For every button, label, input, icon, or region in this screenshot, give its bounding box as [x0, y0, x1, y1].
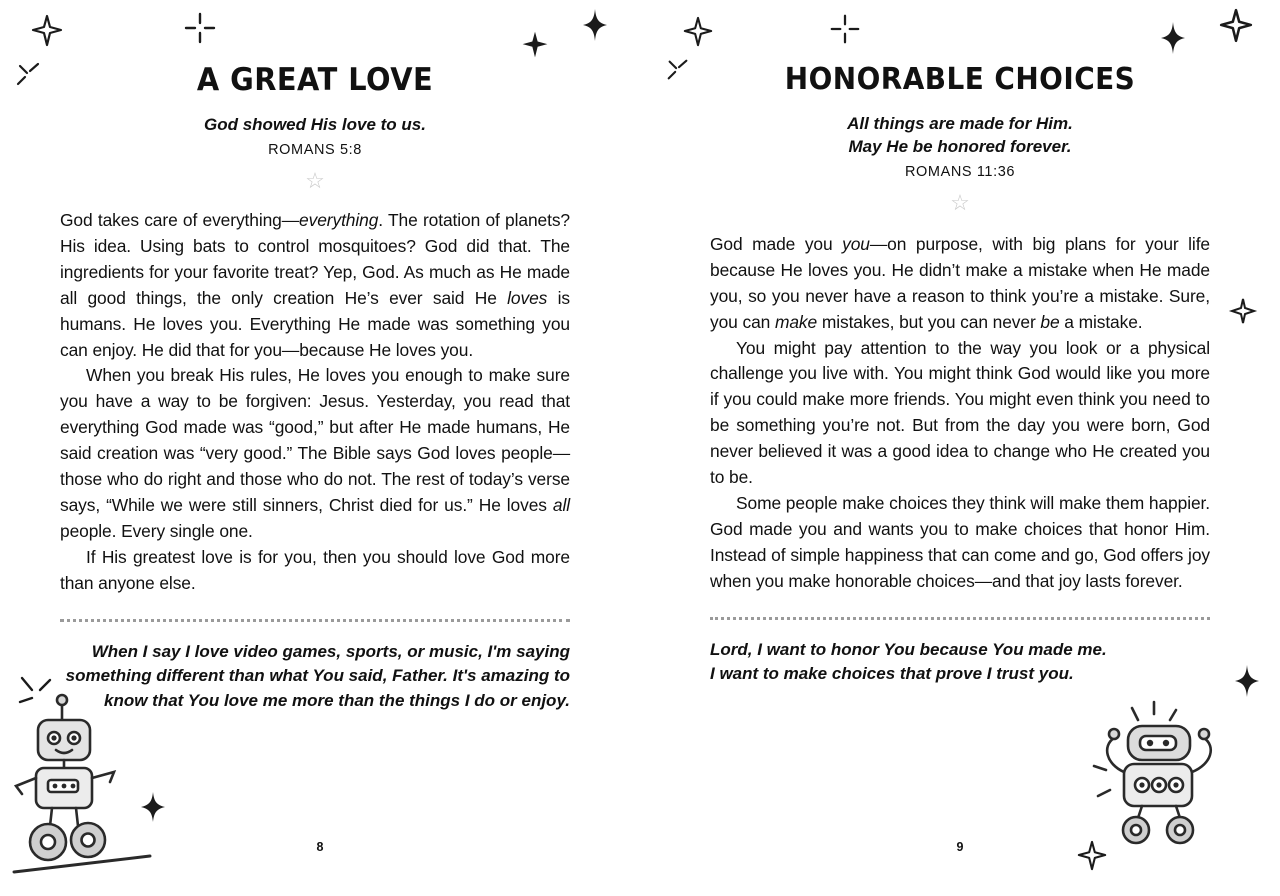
body-paragraph: God made you you—on purpose, with big plans for your life because He loves you. He didn’t make a mistake when He made you, so you never have a reason to think you’re a mistake. Sure, you can make mistakes, but you can never be a mistake.	[710, 233, 1210, 332]
verse-reference: ROMANS 5:8	[268, 141, 362, 158]
divider	[60, 619, 570, 622]
body-paragraph: When you break His rules, He loves you enough to make sure you have a way to be forgiven: Jesus. Yesterday, you read that everything God made was “good,” but after He made humans, He said creation was “very good.” The Bible says God loves people—those who do right and those who do not. The rest of today’s verse says, “While we were still sinners, Christ died for us.” He loves all people. Every single one.	[60, 365, 570, 541]
page-title: HONORABLE CHOICES	[784, 62, 1136, 97]
prayer-text: When I say I love video games, sports, or music, I'm saying something different than what You said, Father. It's amazing to know that You love me more than the things I do or enjoy.	[65, 641, 570, 711]
body-paragraph: You might pay attention to the way you look or a physical challenge you live with. You might think God would like you more if you could make more friends. You might even think you need to be something you’re not. But from the day you were born, God never believed it was a good idea to change who He created you to be.	[710, 337, 1210, 488]
prayer-text	[710, 638, 1210, 687]
prayer-line-2: I want to make choices that prove I trust you.	[710, 664, 1074, 684]
body-paragraph: Some people make choices they think will make them happier. God made you and wants you to make choices that honor Him. Instead of simple happiness that can come and go, God offers joy when you make honorable choices—and that joy lasts forever.	[710, 493, 1210, 591]
devotional-body	[60, 208, 570, 597]
verse-subtitle	[710, 113, 1210, 159]
page-title: A GREAT LOVE	[196, 62, 434, 98]
right-page	[640, 0, 1280, 896]
verse-reference: ROMANS 11:36	[904, 163, 1016, 180]
star-icon: ☆	[305, 167, 325, 193]
devotional-body	[710, 232, 1210, 595]
verse-subtitle-line-2: May He be honored forever.	[848, 136, 1072, 156]
verse-subtitle-line-1: All things are made for Him.	[847, 114, 1073, 133]
body-paragraph: God takes care of everything—everything. The rotation of planets? His idea. Using bats to control mosquitoes? God did that. The ingredients for your favorite treat? Yep, God. As much as He made all good things, the only creation He’s ever said He loves is humans. He loves you. Everything He made was something you can enjoy. He did that for you—because He loves you.	[60, 209, 570, 360]
page-number: 9	[956, 840, 964, 854]
star-icon: ☆	[950, 189, 970, 215]
page-number: 8	[316, 840, 324, 854]
divider	[710, 617, 1210, 620]
prayer-line-1: Lord, I want to honor You because You made me.	[710, 639, 1107, 659]
robot-illustration	[1080, 700, 1250, 860]
verse-subtitle: God showed His love to us.	[204, 115, 426, 134]
body-paragraph: If His greatest love is for you, then you should love God more than anyone else.	[60, 546, 570, 593]
